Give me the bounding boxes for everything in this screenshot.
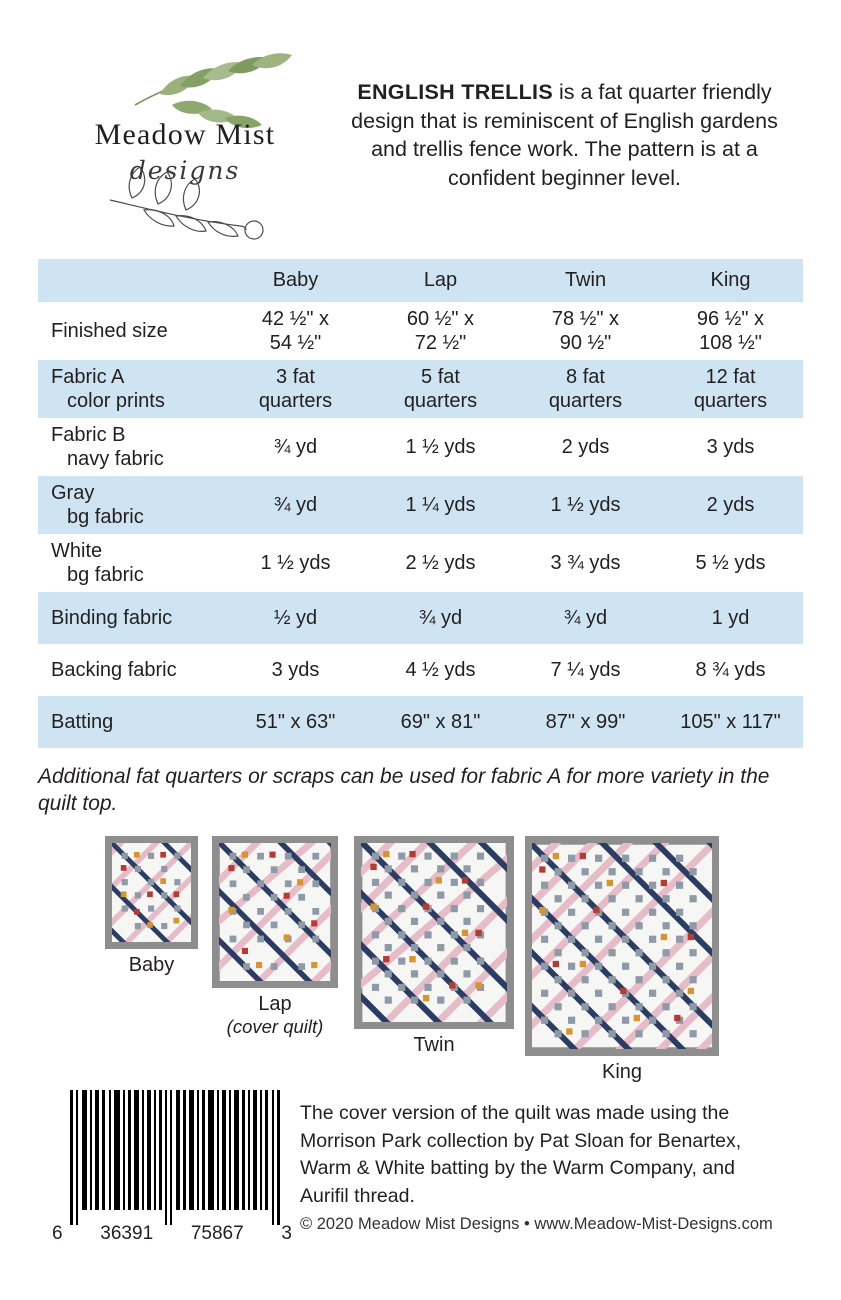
row-label: Fabric B [51, 423, 126, 446]
cell-twin: 87" x 99" [545, 710, 626, 733]
row-label: Finished size [51, 319, 168, 342]
intro-body: is a fat quarter friendly design that is reminiscent of English gardens and trellis fence work. The pattern is at a confident beginner level. [351, 80, 778, 190]
cell-king: 105" x 117" [680, 710, 781, 733]
cell-twin: 78 ½" x 90 ½" [551, 307, 620, 354]
cell-king: 12 fat quarters [693, 365, 768, 412]
cell-twin: 3 ¾ yds [550, 551, 621, 574]
cell-king: 3 yds [706, 435, 755, 458]
cell-king: 2 yds [706, 493, 755, 516]
header-cell-king: King [658, 259, 803, 302]
quilt-size-previews [0, 828, 841, 1096]
table-row [38, 476, 803, 534]
cell-baby: 3 yds [271, 658, 320, 681]
row-label: Gray [51, 481, 95, 504]
cell-baby: ¾ yd [273, 493, 318, 516]
barcode-digit-prefix: 6 [52, 1223, 63, 1244]
quilt-image-king [532, 843, 712, 1049]
quilt-sublabel-lap: (cover quilt) [226, 1015, 324, 1037]
barcode-digit-group1: 36391 [100, 1223, 154, 1244]
footer [0, 1075, 841, 1300]
quilt-label-twin: Twin [413, 1033, 455, 1056]
table-row [38, 696, 803, 748]
row-sublabel: bg fabric [67, 506, 144, 528]
quilt-label-lap: Lap (cover quilt) [212, 988, 338, 1038]
brand-name: Meadow Mist [94, 118, 276, 151]
barcode-digit-check: 3 [281, 1223, 292, 1244]
row-label: Batting [51, 710, 114, 733]
quilt-image-lap [219, 843, 331, 981]
header-cell-blank [38, 259, 223, 302]
cell-king: 8 ¾ yds [695, 658, 766, 681]
intro-paragraph [330, 30, 801, 192]
requirements-table [0, 245, 841, 748]
cell-twin: 1 ½ yds [550, 493, 621, 516]
barcode [68, 1090, 286, 1225]
cell-lap: ¾ yd [418, 606, 463, 629]
row-label: White [51, 539, 103, 562]
row-sublabel: bg fabric [67, 564, 144, 586]
quilt-image-twin [361, 843, 507, 1022]
quilt-preview-lap [212, 836, 338, 1038]
table-row [38, 592, 803, 644]
cell-lap: 1 ½ yds [405, 435, 476, 458]
row-label: Binding fabric [51, 606, 173, 629]
quilt-label-baby: Baby [128, 953, 175, 976]
header [0, 0, 841, 245]
table-row [38, 534, 803, 592]
cell-baby: 3 fat quarters [258, 365, 333, 412]
table-header-row [38, 259, 803, 302]
cell-lap: 1 ¼ yds [405, 493, 476, 516]
table-row [38, 644, 803, 696]
cell-twin: ¾ yd [563, 606, 608, 629]
cell-lap: 69" x 81" [400, 710, 481, 733]
cell-king: 96 ½" x 108 ½" [696, 307, 765, 354]
cell-lap: 4 ½ yds [405, 658, 476, 681]
cell-baby: 1 ½ yds [260, 551, 331, 574]
cell-king: 1 yd [711, 606, 750, 629]
header-cell-baby: Baby [223, 259, 368, 302]
cell-king: 5 ½ yds [695, 551, 766, 574]
additional-note: Additional fat quarters or scraps can be used for fabric A for more variety in the quilt top. [38, 765, 770, 815]
cell-baby: 51" x 63" [255, 710, 336, 733]
brand-tagline: designs [129, 156, 241, 185]
barcode-digit-group2: 75867 [190, 1223, 244, 1244]
header-cell-twin: Twin [513, 259, 658, 302]
table-row [38, 360, 803, 418]
cell-baby: ½ yd [273, 606, 318, 629]
cell-lap: 2 ½ yds [405, 551, 476, 574]
cell-twin: 2 yds [561, 435, 610, 458]
credits-text: The cover version of the quilt was made using the Morrison Park collection by Pat Sloan for Benartex, Warm & White batting by the Warm Company, and Aurifil thread. [300, 1102, 742, 1208]
brand-logo [40, 30, 330, 245]
pattern-title: ENGLISH TRELLIS [357, 80, 553, 104]
cell-baby: ¾ yd [273, 435, 318, 458]
quilt-preview-baby [105, 836, 198, 977]
quilt-image-baby [112, 843, 191, 942]
cell-lap: 60 ½" x 72 ½" [406, 307, 475, 354]
quilt-preview-twin [354, 836, 514, 1057]
quilt-label-king: King [601, 1060, 643, 1083]
row-label: Fabric A [51, 365, 125, 388]
copyright-text: © 2020 Meadow Mist Designs • www.Meadow-Mist-Designs.com [300, 1215, 773, 1233]
cell-twin: 8 fat quarters [548, 365, 623, 412]
cell-baby: 42 ½" x 54 ½" [261, 307, 330, 354]
row-label: Backing fabric [51, 658, 177, 681]
quilt-preview-king [525, 836, 719, 1084]
header-cell-lap: Lap [368, 259, 513, 302]
row-sublabel: navy fabric [67, 448, 164, 470]
table-row [38, 302, 803, 360]
cell-twin: 7 ¼ yds [550, 658, 621, 681]
row-sublabel: color prints [67, 390, 165, 412]
cell-lap: 5 fat quarters [403, 365, 478, 412]
table-row [38, 418, 803, 476]
barcode-digits [52, 1223, 292, 1245]
